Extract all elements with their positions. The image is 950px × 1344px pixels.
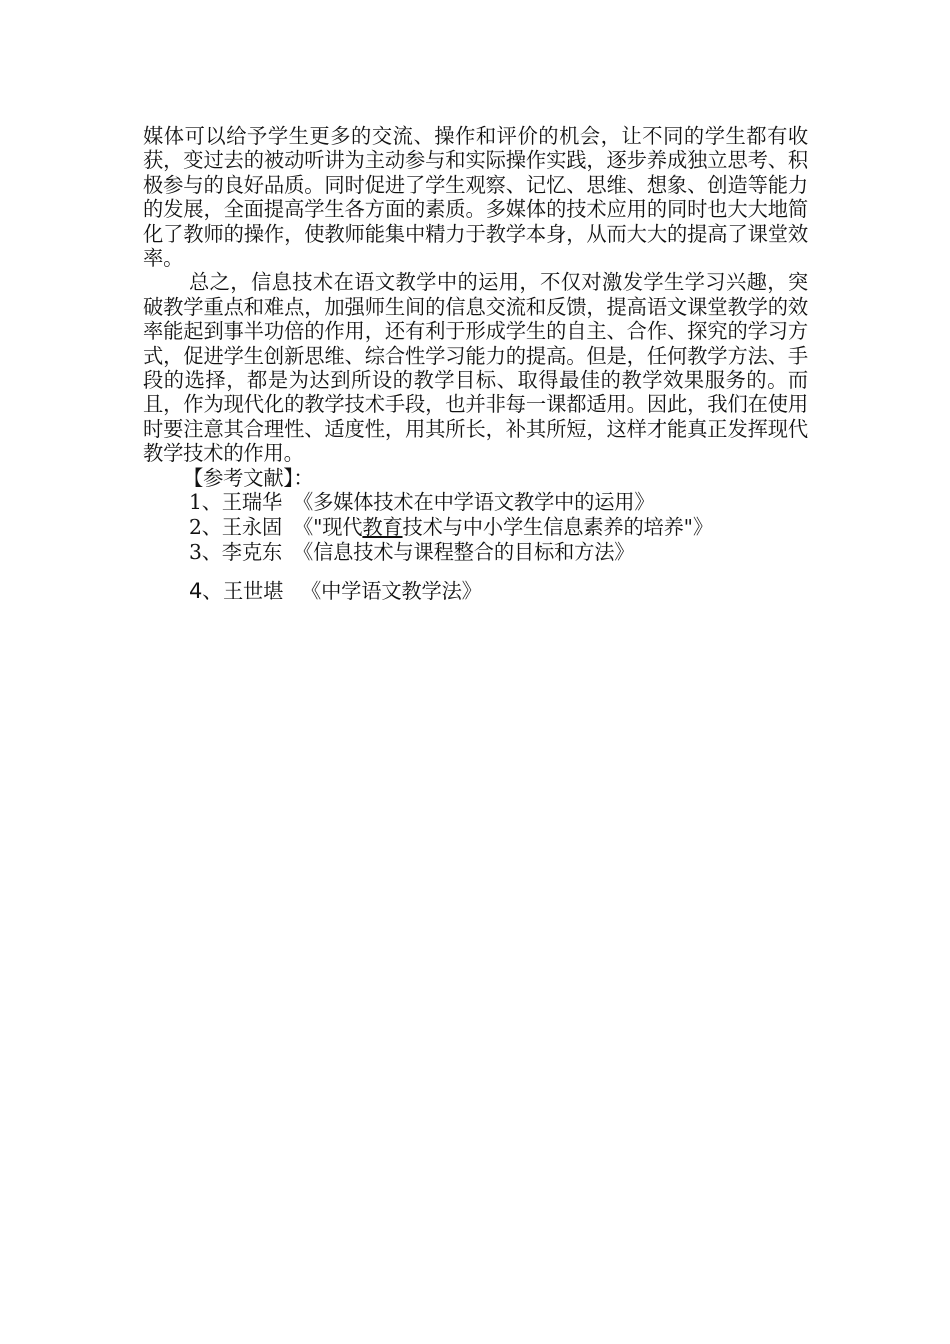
reference-author: 李克东 xyxy=(221,540,283,565)
body-paragraph-2: 总之，信息技术在语文教学中的运用，不仅对激发学生学习兴趣，突破教学重点和难点，加强师生间的信息交流和反馈，提高语文课堂教学的效率能起到事半功倍的作用，还有利于形成学生的自主、合作、探究的学习方式，促进学生创新思维、综合性学习能力的提高。但是，任何教学方法、手段的选择，都是为达到所设的教学目标、取得最佳的教学效果服务的。而且，作为现代化的教学技术手段，也并非每一课都适用。因此，我们在使用时要注意其合理性、适度性，用其所长，补其所短，这样才能真正发挥现代教学技术的作用。 xyxy=(143,270,808,466)
body-paragraph-1: 媒体可以给予学生更多的交流、操作和评价的机会，让不同的学生都有收获，变过去的被动听讲为主动参与和实际操作实践，逐步养成独立思考、积极参与的良好品质。同时促进了学生观察、记忆、思维、想象、创造等能力的发展，全面提高学生各方面的素质。多媒体的技术应用的同时也大大地简化了教师的操作，使教师能集中精力于教学本身，从而大大的提高了课堂效率。 xyxy=(143,124,808,271)
document-body xyxy=(143,124,808,604)
references-heading: 【参考文献】： xyxy=(183,465,314,490)
reference-number: 3、 xyxy=(189,540,222,565)
reference-author: 王瑞华 xyxy=(221,490,283,515)
reference-title: 《信息技术与课程整合的目标和方法》 xyxy=(293,540,635,565)
reference-number: 1、 xyxy=(189,490,222,515)
reference-number: 2、 xyxy=(189,515,222,540)
reference-item-2 xyxy=(143,515,808,540)
reference-item-3 xyxy=(143,540,808,565)
reference-author: 王永固 xyxy=(221,515,283,540)
reference-item-1 xyxy=(143,490,808,515)
reference-title: 《中学语文教学法》 xyxy=(301,579,482,604)
reference-author: 王世堪 xyxy=(222,579,284,604)
reference-item-4 xyxy=(143,579,808,604)
reference-title-suffix: 技术与中小学生信息素养的培养"》 xyxy=(402,515,713,540)
reference-title: 《多媒体技术在中学语文教学中的运用》 xyxy=(293,490,655,515)
reference-number: 4、 xyxy=(189,579,223,604)
reference-title-link[interactable]: 教育 xyxy=(362,515,403,540)
reference-title-prefix: 《"现代 xyxy=(293,515,363,540)
